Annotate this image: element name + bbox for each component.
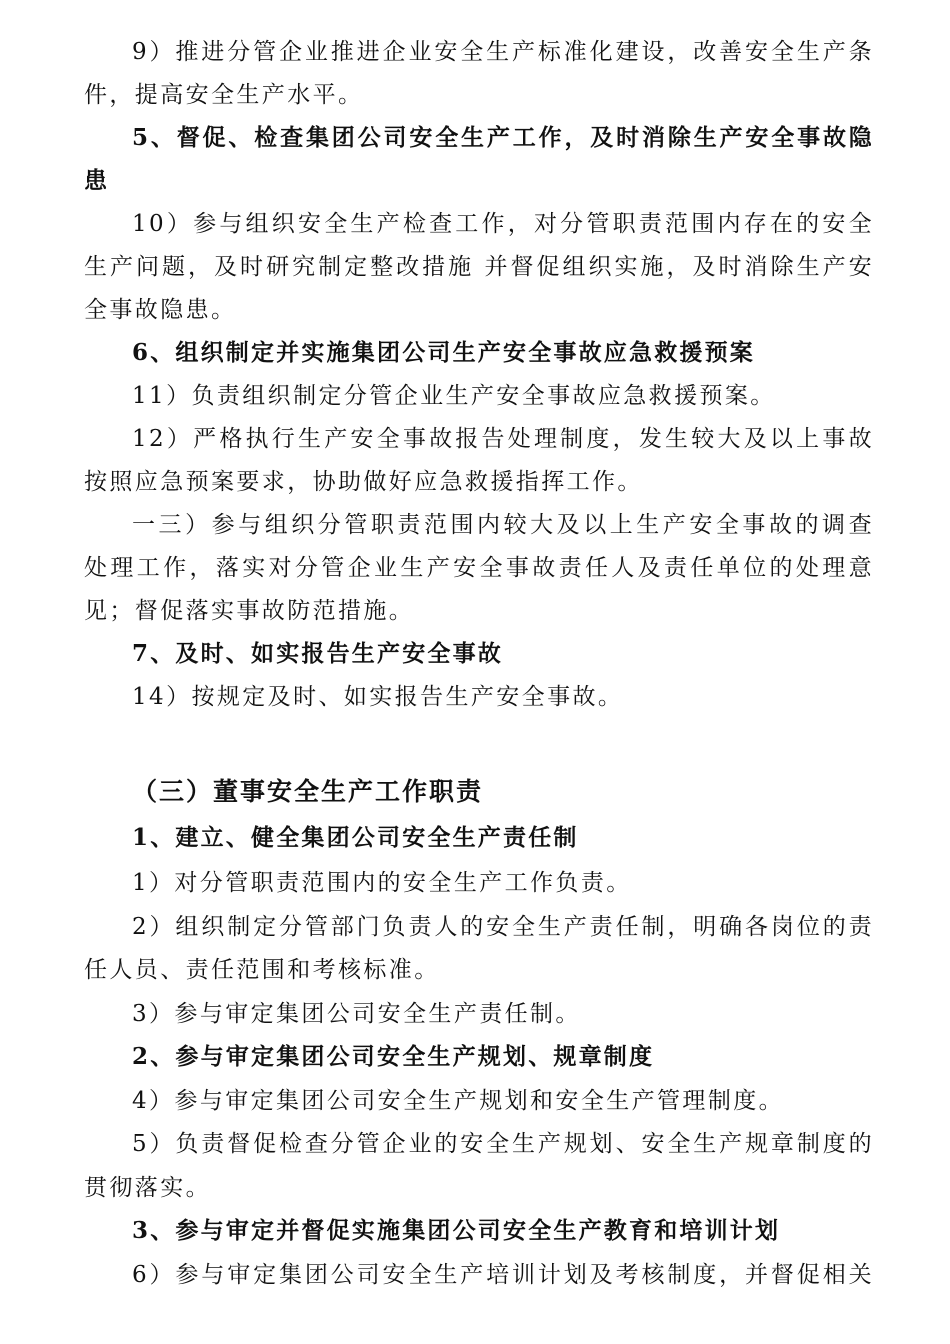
paragraph-line: 9）推进分管企业推进企业安全生产标准化建设，改善安全生产条	[132, 39, 874, 65]
paragraph-line: 生产问题，及时研究制定整改措施 并督促组织实施，及时消除生产安	[84, 254, 874, 280]
paragraph-line: 见；督促落实事故防范措施。	[84, 598, 415, 624]
subsection-heading: 3、参与审定并督促实施集团公司安全生产教育和培训计划	[132, 1217, 781, 1244]
paragraph-line: 10）参与组织安全生产检查工作，对分管职责范围内存在的安全	[132, 211, 874, 237]
paragraph-line: 14）按规定及时、如实报告生产安全事故。	[132, 684, 624, 710]
subsection-heading: 患	[84, 167, 110, 194]
paragraph-line: 按照应急预案要求，协助做好应急救援指挥工作。	[84, 469, 643, 495]
paragraph-line: 件，提高安全生产水平。	[84, 82, 364, 108]
subsection-heading: 2、参与审定集团公司安全生产规划、规章制度	[132, 1043, 655, 1070]
section-heading: （三）董事安全生产工作职责	[132, 777, 484, 806]
paragraph-line: 任人员、责任范围和考核标准。	[84, 957, 440, 983]
paragraph-line: 5）负责督促检查分管企业的安全生产规划、安全生产规章制度的	[132, 1131, 874, 1157]
subsection-heading: 1、建立、健全集团公司安全生产责任制	[132, 824, 579, 851]
paragraph-line: 1）对分管职责范围内的安全生产工作负责。	[132, 870, 632, 896]
paragraph-line: 3）参与审定集团公司安全生产责任制。	[132, 1001, 581, 1027]
subsection-heading: 7、及时、如实报告生产安全事故	[132, 640, 504, 667]
paragraph-line: 一三）参与组织分管职责范围内较大及以上生产安全事故的调查	[132, 512, 874, 538]
paragraph-line: 全事故隐患。	[84, 297, 237, 323]
paragraph-line: 4）参与审定集团公司安全生产规划和安全生产管理制度。	[132, 1088, 785, 1114]
paragraph-line: 2）组织制定分管部门负责人的安全生产责任制，明确各岗位的责	[132, 914, 874, 940]
paragraph-line: 贯彻落实。	[84, 1175, 211, 1201]
paragraph-line: 处理工作，落实对分管企业生产安全事故责任人及责任单位的处理意	[84, 555, 874, 581]
paragraph-line: 11）负责组织制定分管企业生产安全事故应急救援预案。	[132, 383, 776, 409]
paragraph-line: 6）参与审定集团公司安全生产培训计划及考核制度，并督促相关	[132, 1262, 874, 1288]
subsection-heading: 6、组织制定并实施集团公司生产安全事故应急救援预案	[132, 339, 756, 366]
subsection-heading: 5、督促、检查集团公司安全生产工作，及时消除生产安全事故隐	[132, 124, 874, 151]
paragraph-line: 12）严格执行生产安全事故报告处理制度，发生较大及以上事故	[132, 426, 874, 452]
